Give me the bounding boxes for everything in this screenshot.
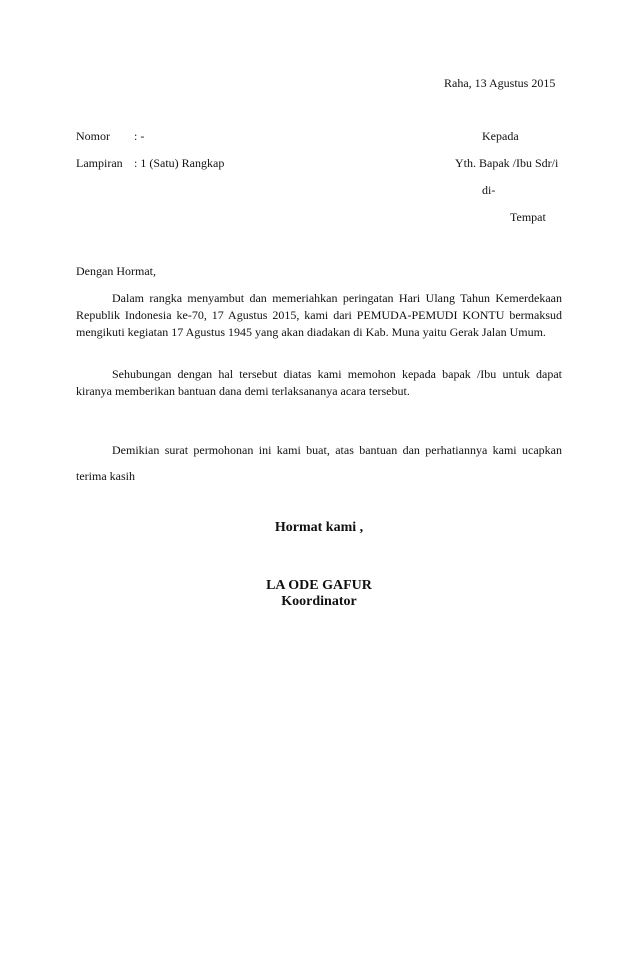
paragraph-1: Dalam rangka menyambut dan memeriahkan peringatan Hari Ulang Tahun Kemerdekaan Republik Indonesia ke-70, 17 Agustus 2015, kami dari PEMUDA-PEMUDI KONTU bermaksud mengikuti kegiatan 17 Agustus 1945 yang akan diadakan di Kab. Muna yaitu Gerak Jalan Umum. xyxy=(76,291,562,339)
tempat-label: Tempat xyxy=(510,210,546,224)
di-label: di- xyxy=(482,183,496,197)
paragraph-2: Sehubungan dengan hal tersebut diatas kami memohon kepada bapak /Ibu untuk dapat kiranya memberikan bantuan dana demi terlaksananya acara tersebut. xyxy=(76,367,562,398)
nomor-label: Nomor xyxy=(76,129,110,143)
greeting: Dengan Hormat, xyxy=(76,264,156,278)
signer-name: LA ODE GAFUR xyxy=(266,578,372,593)
signer-title: Koordinator xyxy=(281,594,357,609)
kepada-label: Kepada xyxy=(482,129,519,143)
lampiran-label: Lampiran xyxy=(76,156,123,170)
nomor-value: : - xyxy=(134,129,145,143)
paragraph-3: Demikian surat permohonan ini kami buat, atas bantuan dan perhatiannya kami ucapkan terima kasih xyxy=(76,443,562,483)
place-date: Raha, 13 Agustus 2015 xyxy=(444,76,556,90)
lampiran-value: : 1 (Satu) Rangkap xyxy=(134,156,225,170)
recipient: Yth. Bapak /Ibu Sdr/i xyxy=(455,156,559,170)
closing: Hormat kami , xyxy=(274,520,364,535)
